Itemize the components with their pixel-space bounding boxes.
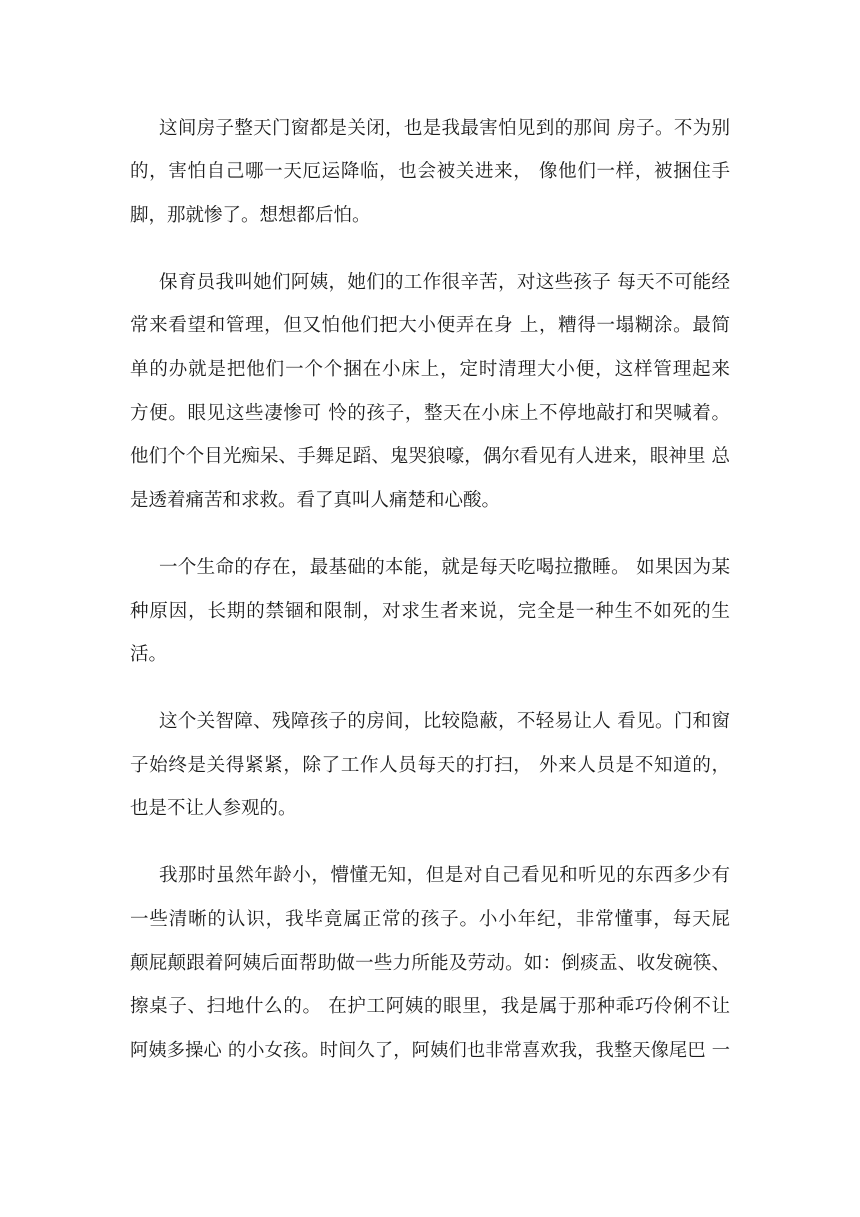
paragraph-2-line-2: 常来看望和管理，但又怕他们把大小便弄在身 上，糟得一塌糊涂。最简 [130, 315, 730, 336]
paragraph-2-line-4: 方便。眼见这些凄惨可 怜的孩子，整天在小床上不停地敲打和哭喊着。 [130, 403, 730, 424]
paragraph-1-line-1: 这间房子整天门窗都是关闭，也是我最害怕见到的那间 房子。不为别 [159, 118, 730, 139]
paragraph-3-line-3: 活。 [130, 644, 168, 665]
paragraph-1-line-3: 脚，那就惨了。想想都后怕。 [130, 205, 371, 226]
paragraph-2-line-3: 单的办就是把他们一个个捆在小床上，定时清理大小便，这样管理起来 [130, 359, 730, 380]
paragraph-5-line-5: 阿姨多操心 的小女孩。时间久了，阿姨们也非常喜欢我，我整天像尾巴 一 [130, 1040, 730, 1061]
paragraph-4-line-3: 也是不让人参观的。 [130, 798, 297, 819]
paragraph-2-line-1: 保育员我叫她们阿姨，她们的工作很辛苦，对这些孩子 每天不可能经 [159, 272, 730, 293]
paragraph-4-line-1: 这个关智障、残障孩子的房间，比较隐蔽，不轻易让人 看见。门和窗 [159, 711, 730, 732]
paragraph-5-line-3: 颠屁颠跟着阿姨后面帮助做一些力所能及劳动。如：倒痰盂、收发碗筷、 [130, 953, 730, 974]
paragraph-1-line-2: 的，害怕自己哪一天厄运降临，也会被关进来， 像他们一样，被捆住手 [130, 161, 730, 182]
paragraph-3-line-2: 种原因，长期的禁锢和限制，对求生者来说，完全是一种生不如死的生 [130, 601, 730, 622]
paragraph-2-line-6: 是透着痛苦和求救。看了真叫人痛楚和心酸。 [130, 490, 501, 511]
paragraph-2-line-5: 他们个个目光痴呆、手舞足蹈、鬼哭狼嚎，偶尔看见有人进来，眼神里 总 [130, 446, 730, 467]
paragraph-3-line-1: 一个生命的存在，最基础的本能，就是每天吃喝拉撒睡。 如果因为某 [159, 557, 730, 578]
paragraph-4-line-2: 子始终是关得紧紧，除了工作人员每天的打扫， 外来人员是不知道的， [130, 755, 730, 776]
paragraph-5-line-1: 我那时虽然年龄小，懵懂无知，但是对自己看见和听见的东西多少有 [159, 865, 730, 886]
paragraph-5-line-2: 一些清晰的认识，我毕竟属正常的孩子。小小年纪，非常懂事，每天屁 [130, 909, 730, 930]
paragraph-5-line-4: 擦桌子、扫地什么的。 在护工阿姨的眼里，我是属于那种乖巧伶俐不让 [130, 996, 730, 1017]
